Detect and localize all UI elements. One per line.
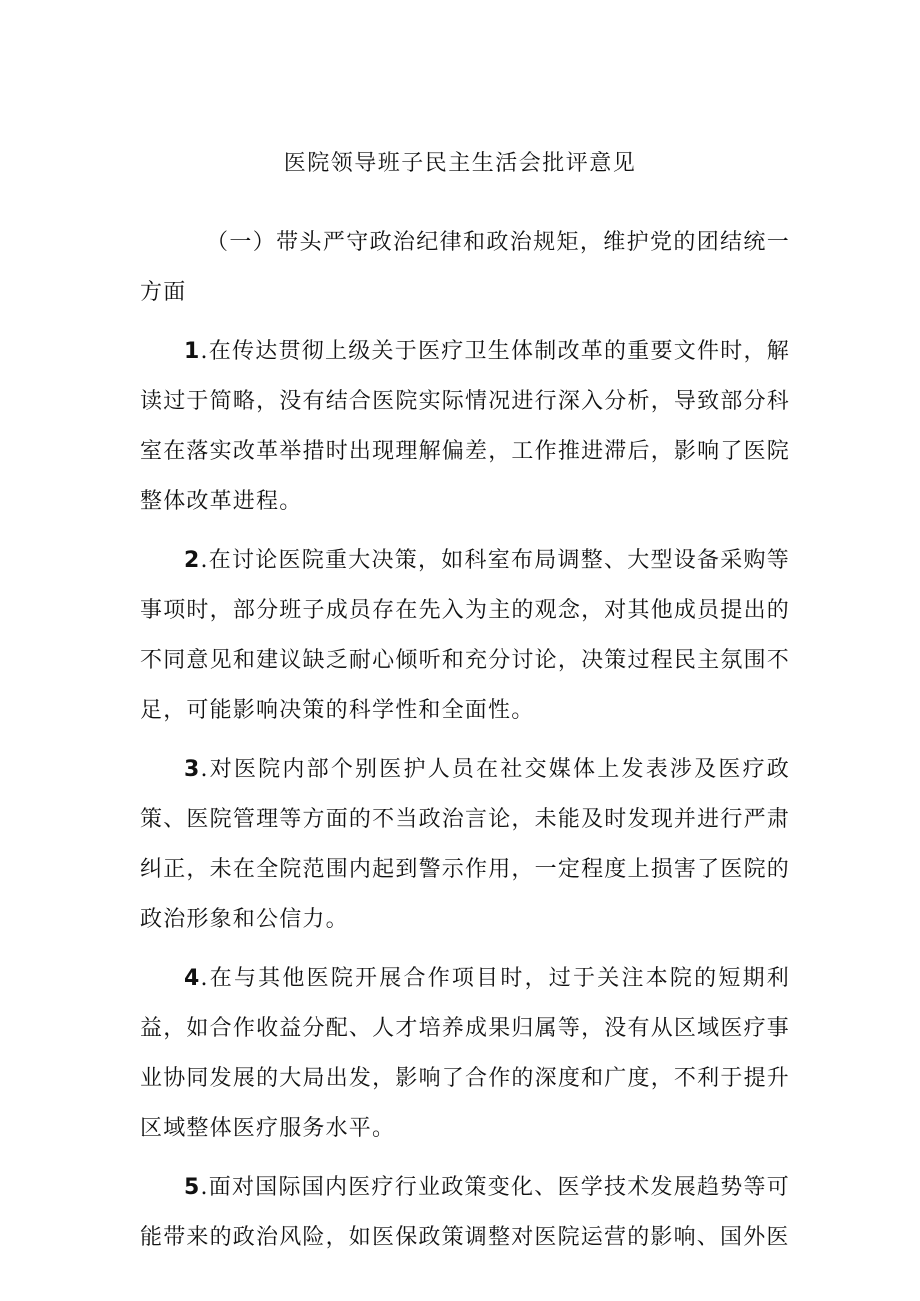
list-item bbox=[140, 1163, 790, 1263]
item-text: .面对国际国内医疗行业政策变化、医学技术发展趋势等可能带来的政治风险，如医保政策调整对医院运营的影响、国外医 bbox=[140, 1175, 790, 1250]
item-text: .对医院内部个别医护人员在社交媒体上发表涉及医疗政策、医院管理等方面的不当政治言论，未能及时发现并进行严肃纠正，未在全院范围内起到警示作用，一定程度上损害了医院的政治形象和公信力。 bbox=[140, 757, 790, 932]
list-item bbox=[140, 536, 790, 736]
item-number: 3 bbox=[184, 757, 201, 782]
item-text: .在与其他医院开展合作项目时，过于关注本院的短期利益，如合作收益分配、人才培养成果归属等，没有从区域医疗事业协同发展的大局出发，影响了合作的深度和广度，不利于提升区域整体医疗服务水平。 bbox=[140, 966, 790, 1141]
item-number: 4 bbox=[184, 966, 201, 991]
item-text: .在讨论医院重大决策，如科室布局调整、大型设备采购等事项时，部分班子成员存在先入为主的观念，对其他成员提出的不同意见和建议缺乏耐心倾听和充分讨论，决策过程民主氛围不足，可能影响决策的科学性和全面性。 bbox=[140, 548, 790, 723]
item-text: .在传达贯彻上级关于医疗卫生体制改革的重要文件时，解读过于简略，没有结合医院实际情况进行深入分析，导致部分科室在落实改革举措时出现理解偏差，工作推进滞后，影响了医院整体改革进程。 bbox=[140, 339, 790, 514]
item-number: 1 bbox=[184, 339, 201, 364]
list-item bbox=[140, 954, 790, 1154]
item-number: 5 bbox=[184, 1175, 201, 1200]
item-number: 2 bbox=[184, 548, 201, 573]
list-item bbox=[140, 745, 790, 945]
section-heading: （一）带头严守政治纪律和政治规矩，维护党的团结统一方面 bbox=[140, 230, 790, 305]
document-title: 医院领导班子民主生活会批评意见 bbox=[283, 151, 637, 176]
document-body bbox=[140, 218, 790, 1272]
list-item bbox=[140, 327, 790, 527]
